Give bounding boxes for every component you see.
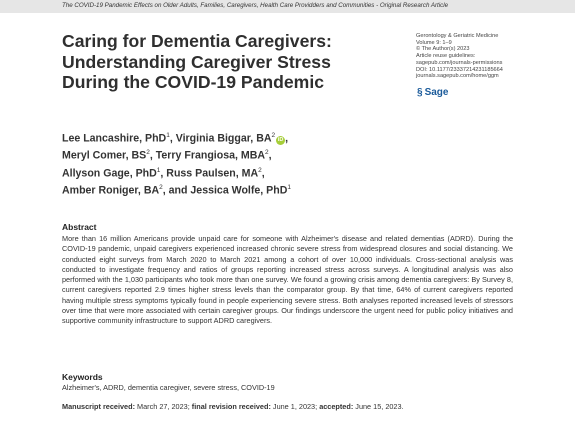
author-name: Virginia Biggar, BA (175, 132, 272, 145)
affiliation-marker: 1 (156, 166, 161, 174)
doi-link[interactable]: DOI: 10.1177/23337214231185664 (416, 66, 503, 73)
revision-label: final revision received: (191, 402, 271, 411)
author-name: Russ Paulsen, MA (166, 167, 259, 180)
accepted-date: June 15, 2023. (355, 402, 404, 411)
journal-url[interactable]: journals.sagepub.com/home/ggm (416, 73, 499, 80)
author-name: Amber Roniger, BA (62, 184, 160, 197)
author-name: Lee Lancashire, PhD (62, 132, 167, 145)
manuscript-dates (62, 402, 404, 411)
received-date: March 27, 2023; (137, 402, 190, 411)
series-header-bar (0, 0, 575, 13)
author-list: Lee Lancashire, PhD$^1$, Virginia Biggar, $BA^2iD$ , Meryl Comer, $BS^2$, Terry Frangiosa, MBA$^2$, Allyson Gage, PhD$^1$, Russ Paulsen, $MA^2$, Amber Roniger, $BA^2$, and Jessica Wolfe, PhD$^1$ (62, 132, 291, 197)
affiliation-marker: 2 (146, 149, 150, 157)
journal-volume: Volume 9: 1–9 (416, 39, 452, 46)
author-name: Terry Frangiosa, MBA (155, 149, 266, 162)
keywords-heading: Keywords (62, 372, 103, 382)
author-name: Allyson Gage, PhD (62, 167, 157, 180)
article-title: Caring for Dementia Caregivers: Understanding Caregiver Stress During the COVID-19 Pandemic (62, 31, 332, 92)
revision-date: June 1, 2023; (272, 402, 318, 411)
keywords-list: Alzheimer's, ADRD, dementia caregiver, severe stress, COVID-19 (62, 383, 275, 392)
abstract-body: More than 16 million Americans provide unpaid care for someone with Alzheimer's disease and related dementias (ADRD). During the COVID-19 pandemic, unpaid caregivers experienced increased chronic severe stress from widespread closures and social distancing. We conducted eight surveys from March 2020 to March 2021 among a cohort of over 10,000 individuals. Cross-sectional analysis was conducted to investigate frequency and ratios of groups reporting increased stress across surveys. A longitudinal analysis was also performed with the 1,030 participants who took more than one survey. We found a growing crisis among dementia caregivers: By Survey 8, current caregivers reported 2.9 times higher stress levels than the comparator group. By that time, 64% of current caregivers reported having multiple stress symptoms typically found in people experiencing severe stress. Both analyses reported increased levels of stressors over time that were more associated with certain caregiver groups. Our findings underscore the urgent need for public policy initiatives and supportive community infrastructure to support ADRD caregivers. (62, 234, 513, 326)
affiliation-marker: 2 (265, 149, 269, 157)
received-label: Manuscript received: (62, 402, 135, 411)
affiliation-marker: 2 (271, 132, 276, 139)
affiliation-marker: 1 (166, 132, 170, 139)
abstract-heading: Abstract (62, 222, 97, 232)
affiliation-marker: 1 (287, 183, 291, 191)
reuse-link[interactable]: sagepub.com/journals-permissions (416, 59, 503, 66)
orcid-icon[interactable]: iD (277, 136, 284, 143)
copyright: © The Author(s) 2023 (416, 46, 470, 53)
series-title: The COVID-19 Pandemic Effects on Older Adults, Families, Caregivers, Health Care Providders and Communities - Original Research Article (62, 2, 449, 9)
accepted-label: accepted: (319, 402, 354, 411)
publisher-logo (417, 87, 448, 98)
journal-name: Gerontology & Geriatric Medicine (416, 33, 499, 39)
reuse-label: Article reuse guidelines: (416, 53, 476, 60)
publisher-name: Sage (424, 87, 449, 98)
affiliation-marker: 2 (159, 183, 163, 191)
journal-meta (416, 33, 503, 80)
author-name: and Jessica Wolfe, PhD (168, 184, 288, 197)
author-name: Meryl Comer, BS (62, 149, 147, 162)
affiliation-marker: 2 (258, 166, 262, 174)
sage-logo-icon: § (417, 87, 423, 98)
